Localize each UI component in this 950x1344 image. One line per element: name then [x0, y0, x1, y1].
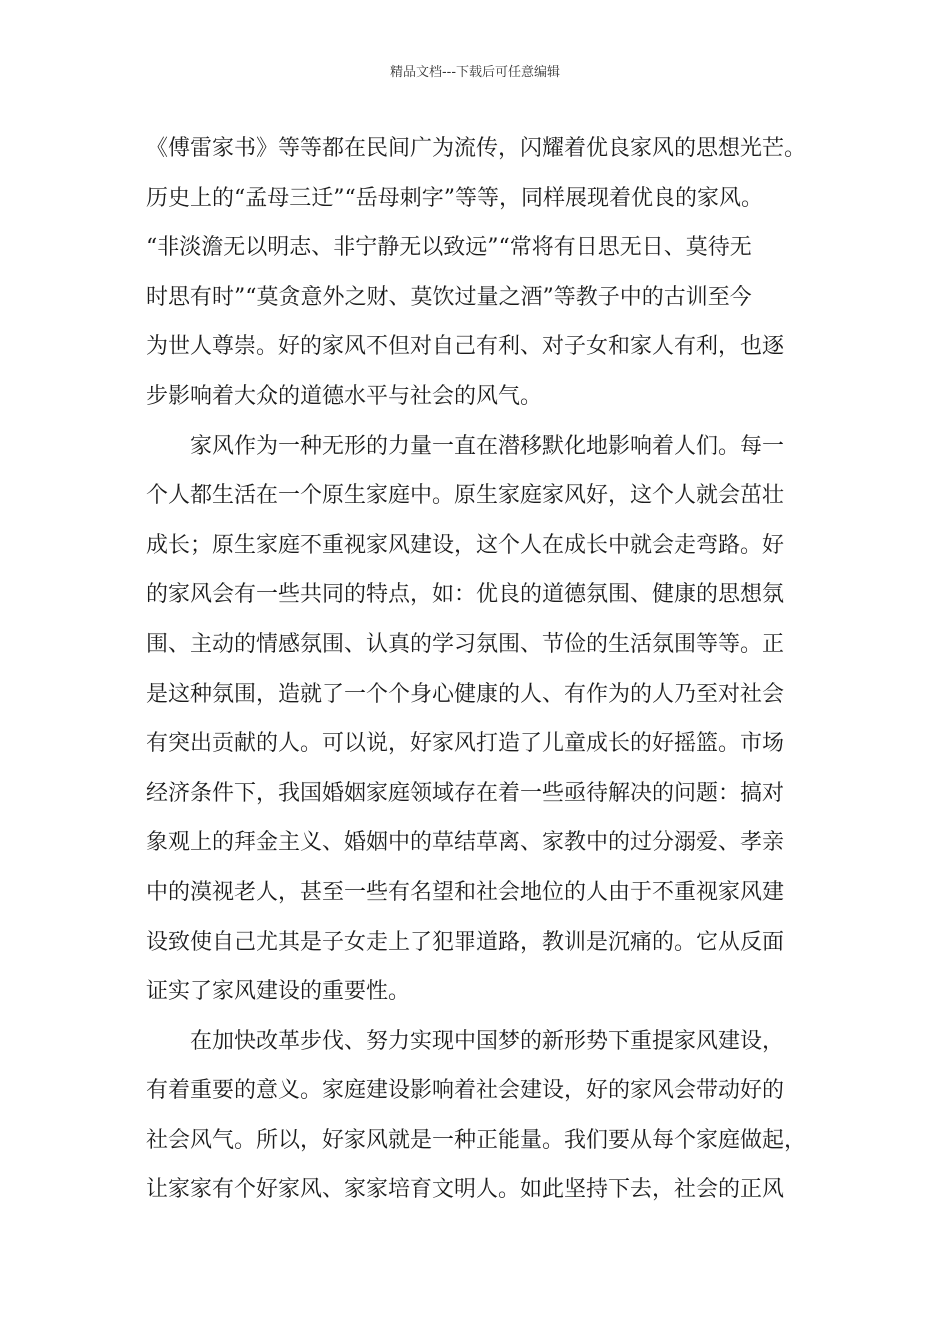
text-line: 《傅雷家书》等等都在民间广为流传，闪耀着优良家风的思想光芒。 [146, 136, 807, 161]
text-line: “非淡澹无以明志、非宁静无以致远”“常将有日思无日、莫待无 [146, 235, 752, 261]
text-line: 历史上的“孟母三迁”“岳母刺字”等等，同样展现着优良的家风。 [146, 185, 763, 211]
text-line: 围、主动的情感氛围、认真的学习氛围、节俭的生活氛围等等。正 [146, 631, 785, 657]
text-line: 时思有时”“莫贪意外之财、莫饮过量之酒”等教子中的古训至今 [146, 284, 752, 310]
text-line: 经济条件下，我国婚姻家庭领域存在着一些亟待解决的问题：搞对 [146, 780, 785, 806]
text-line: 个人都生活在一个原生家庭中。原生家庭家风好，这个人就会茁壮 [146, 483, 785, 509]
text-line: 是这种氛围，造就了一个个身心健康的人、有作为的人乃至对社会 [146, 681, 785, 707]
text-line: 让家家有个好家风、家家培育文明人。如此坚持下去，社会的正风 [146, 1177, 785, 1203]
text-line: 在加快改革步伐、努力实现中国梦的新形势下重提家风建设， [190, 1028, 785, 1054]
document-body [146, 124, 812, 1215]
paragraph-3 [146, 1017, 812, 1215]
text-line: 有突出贡献的人。可以说，好家风打造了儿童成长的好摇篮。市场 [146, 731, 785, 757]
text-line: 有着重要的意义。家庭建设影响着社会建设，好的家风会带动好的 [146, 1078, 785, 1104]
text-line: 成长；原生家庭不重视家风建设，这个人在成长中就会走弯路。好 [146, 532, 785, 558]
text-line: 家风作为一种无形的力量一直在潜移默化地影响着人们。每一 [190, 433, 785, 459]
paragraph-2 [146, 422, 812, 1017]
text-line: 社会风气。所以，好家风就是一种正能量。我们要从每个家庭做起， [146, 1127, 807, 1153]
paragraph-1 [146, 124, 812, 422]
text-line: 证实了家风建设的重要性。 [146, 979, 411, 1005]
text-line: 的家风会有一些共同的特点，如：优良的道德氛围、健康的思想氛 [146, 582, 785, 608]
text-line: 设致使自己尤其是子女走上了犯罪道路，教训是沉痛的。它从反面 [146, 929, 785, 955]
text-line: 为世人尊崇。好的家风不但对自己有利、对子女和家人有利，也逐 [146, 334, 785, 360]
text-line: 步影响着大众的道德水平与社会的风气。 [146, 383, 543, 409]
text-line: 象观上的拜金主义、婚姻中的草结草离、家教中的过分溺爱、孝亲 [146, 830, 785, 856]
text-line: 中的漠视老人，甚至一些有名望和社会地位的人由于不重视家风建 [146, 879, 785, 905]
page-header: 精品文档---下载后可任意编辑 [389, 65, 561, 80]
